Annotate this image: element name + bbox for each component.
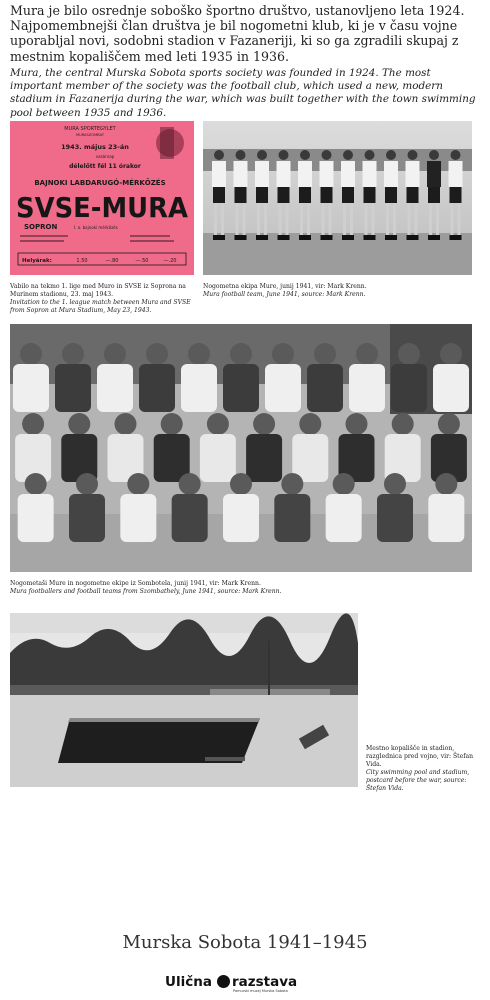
poster-caption-sl: Vabilo na tekmo 1. lige med Muro in SVSE iz Soprona na Murinem stadionu, 23. maj 1943. [10,283,186,298]
poster-price-4: —.20 [163,258,177,264]
poster-price-3: —.50 [135,258,149,264]
pool-caption [366,745,484,793]
intro-slovene: Mura je bilo osrednje soboško športno društvo, ustanovljeno leta 1924. Najpomembnejši član društva je bil nogometni klub, ki je v času vojne uporabljal novi, sodobni stadion v Fazaneriji, ki so ga zgradili skupaj z mestnim kopališčem med leti 1935 in 1936. [10,3,465,64]
team-lineup-photo [203,121,472,275]
footballers-group-photo [10,324,472,572]
logo-word-razstava: razstava [232,974,298,990]
swimming-pool-photo [10,613,358,787]
poster-league: I. o. bajnoki mérkőzés [74,225,118,230]
team-caption-sl: Nogometna ekipa Mure, junij 1941, vir: Mark Krenn. [203,283,367,290]
exhibition-title: Murska Sobota 1941–1945 [122,932,368,953]
match-poster-photo [10,121,194,275]
poster-prices-label: Helyárak: [22,258,52,264]
team-caption-en: Mura football team, June 1941, source: Mark Krenn. [203,291,366,298]
poster-subtitle: BAJNOKI LABDARUGÓ-MÉRKŐZÉS [34,179,166,187]
poster-price-2: —.80 [105,258,119,264]
pool-caption-en: City swimming pool and stadium, postcard before the war, source: Štefan Vida. [366,769,470,792]
team-caption [203,283,472,299]
intro-english: Mura, the central Murska Sobota sports society was founded in 1924. The most important member of the society was the football club, which used a new, modern stadium in Fazanerija during the war, which was built together with the town swimming pool between 1935 and 1936. [10,67,476,119]
logo-dot-icon [217,975,230,988]
group-caption-sl: Nogometaši Mure in nogometne ekipe iz Sombotela, junij 1941, vir: Mark Krenn. [10,580,261,587]
poster-teams: SVSE-MURA [16,191,189,224]
poster-date: 1943. május 23-án [61,143,129,151]
ulicna-razstava-logo [160,972,340,996]
group-caption-en: Mura footballers and football teams from Szombathely, June 1941, source: Mark Krenn. [10,588,282,595]
poster-caption [10,283,194,315]
logo-subtitle: Pomurski muzej Murska Sobota [233,989,288,993]
poster-day: vasárnap [95,154,115,159]
pool-caption-sl: Mestno kopališče in stadion, razglednica pred vojno, vir: Štefan Vida. [366,745,474,768]
poster-price-1: 1.50 [76,258,88,264]
poster-club-name: MURA SPORTEGYLET [64,126,116,132]
poster-city-header: MURASZOMBAT [75,133,105,137]
poster-caption-en: Invitation to the 1. league match between Mura and SVSE from Sopron at Mura Stadium, May 23, 1943. [10,299,191,314]
logo-word-ulicna: Ulična [165,974,212,990]
poster-time: délelőtt fél 11 órakor [69,163,141,170]
poster-sopron: SOPRON [24,223,58,231]
group-caption [10,580,472,596]
